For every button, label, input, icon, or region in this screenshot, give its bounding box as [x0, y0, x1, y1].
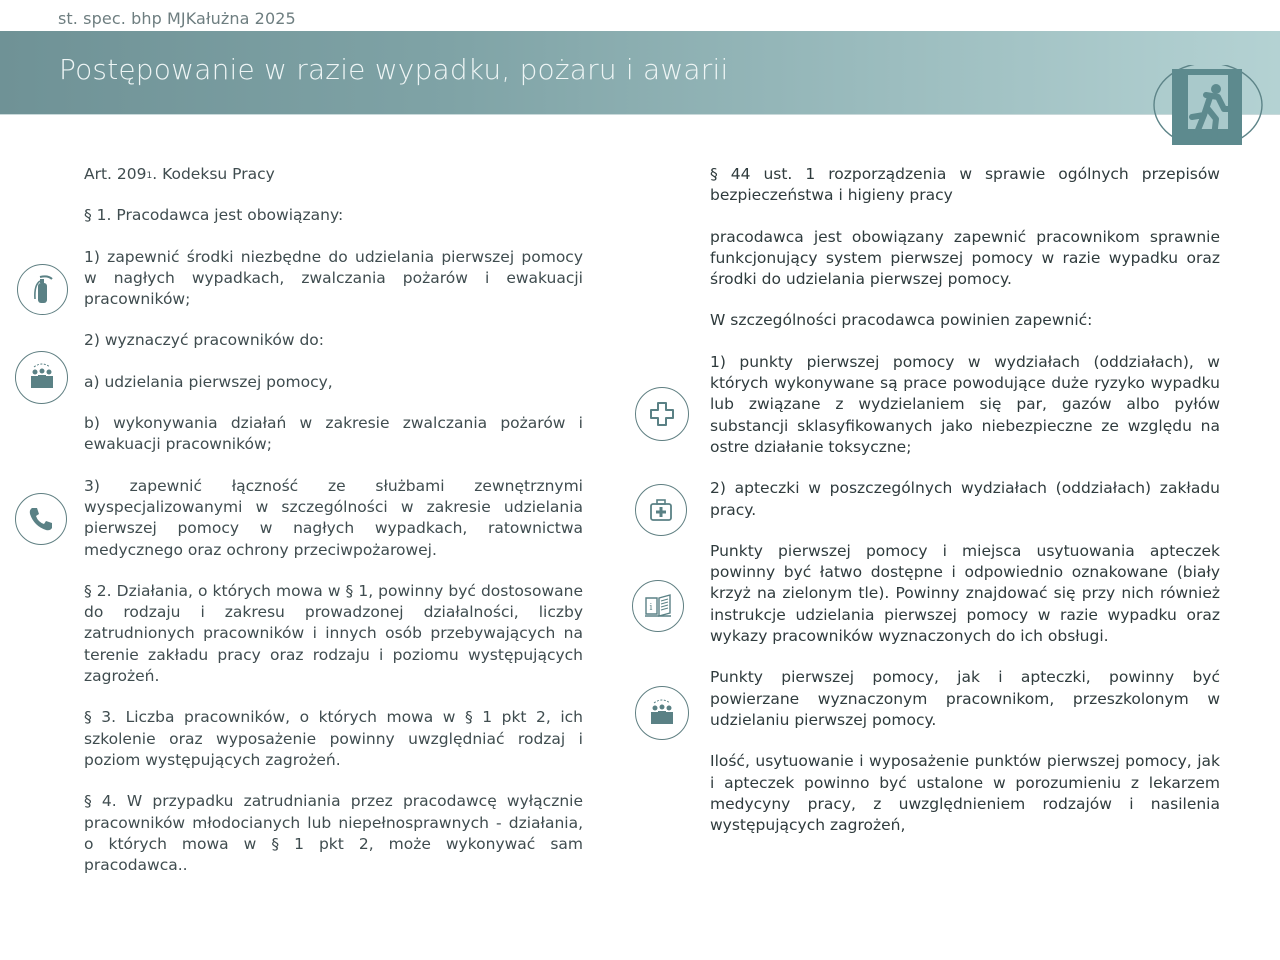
emergency-exit-icon	[1152, 65, 1264, 145]
paragraph: § 3. Liczba pracowników, o których mowa w § 1 pkt 2, ich szkolenie oraz wyposażenie powinny uwzględniać rodzaj i poziom występujących zagrożeń.	[84, 708, 583, 769]
regulation-heading: § 44 ust. 1 rozporządzenia w sprawie ogólnych przepisów bezpieczeństwa i higieny pracy	[710, 165, 1220, 205]
author-credit: st. spec. bhp MJKałużna 2025	[58, 9, 296, 28]
paragraph: pracodawca jest obowiązany zapewnić pracownikom sprawnie funkcjonujący system pierwszej pomocy w razie wypadku oraz środki do udzielania pierwszej pomocy.	[710, 227, 1220, 289]
title-banner	[0, 31, 1280, 115]
paragraph: § 2. Działania, o których mowa w § 1, powinny być dostosowane do rodzaju i zakresu prowadzonej działalności, liczby zatrudnionych pracowników i innych osób przebywających na terenie zakładu pracy oraz rodzaju i poziomu występujących zagrożeń.	[84, 581, 583, 686]
article-heading: Art. $209^1$. Kodeksu Pracy	[84, 165, 275, 183]
paragraph: 2) wyznaczyć pracowników do:	[84, 331, 325, 350]
paragraph: 3) zapewnić łączność ze służbami zewnętrznymi wyspecjalizowanymi w szczególności w zakresie udzielania pierwszej pomocy w nagłych wypadkach, ratownictwa medycznego oraz ochrony przeciwpożarowej.	[84, 476, 583, 559]
svg-text:i: i	[649, 603, 653, 613]
paragraph: a) udzielania pierwszej pomocy,	[84, 372, 333, 391]
fire-extinguisher-icon	[17, 264, 68, 315]
instruction-book-icon	[632, 580, 684, 632]
team-people-icon	[15, 351, 68, 404]
first-aid-kit-icon	[635, 484, 687, 536]
paragraph: § 4. W przypadku zatrudniania przez pracodawcę wyłącznie pracowników młodocianych lub niepełnosprawnych - działania, o których mowa w § 1 pkt 2, może wykonywać sam pracodawca..	[84, 792, 583, 875]
paragraph: b) wykonywania działań w zakresie zwalczania pożarów i ewakuacji pracowników;	[84, 414, 583, 454]
right-column-text	[710, 164, 1220, 836]
medical-cross-icon	[635, 387, 689, 441]
paragraph: Ilość, usytuowanie i wyposażenie punktów pierwszej pomocy, jak i apteczek powinno być ustalone w porozumieniu z lekarzem medycyny pracy, z uwzględnieniem rodzajów i nasilenia występujących zagrożeń,	[710, 752, 1220, 835]
page-title: Postępowanie w razie wypadku, pożaru i awarii	[59, 53, 729, 86]
phone-icon	[15, 493, 67, 545]
paragraph: Punkty pierwszej pomocy i miejsca usytuowania apteczek powinny być łatwo dostępne i odpowiednio oznakowane (biały krzyż na zielonym tle). Powinny znajdować się przy nich również instrukcje udzielania pierwszej pomocy w razie wypadku oraz wykazy pracowników wyznaczonych do ich obsługi.	[710, 541, 1220, 646]
paragraph: § 1. Pracodawca jest obowiązany:	[84, 206, 344, 225]
paragraph: 1) zapewnić środki niezbędne do udzielania pierwszej pomocy w nagłych wypadkach, zwalczania pożarów i ewakuacji pracowników;	[84, 247, 583, 309]
left-column-text	[84, 164, 583, 876]
paragraph: Punkty pierwszej pomocy, jak i apteczki, powinny być powierzane wyznaczonym pracownikom, przeszkolonym w udzielaniu pierwszej pomocy.	[710, 668, 1220, 729]
paragraph: W szczególności pracodawca powinien zapewnić:	[710, 311, 1093, 330]
paragraph: 1) punkty pierwszej pomocy w wydziałach (oddziałach), w których wykonywane są prace powodujące duże ryzyko wypadku lub związane z wydzielaniem się par, gazów albo pyłów substancji sklasyfikowanych jako niebezpieczne ze względu na ostre działanie toksyczne;	[710, 352, 1220, 456]
team-people-icon	[635, 686, 689, 740]
paragraph: 2) apteczki w poszczególnych wydziałach (oddziałach) zakładu pracy.	[710, 479, 1220, 519]
